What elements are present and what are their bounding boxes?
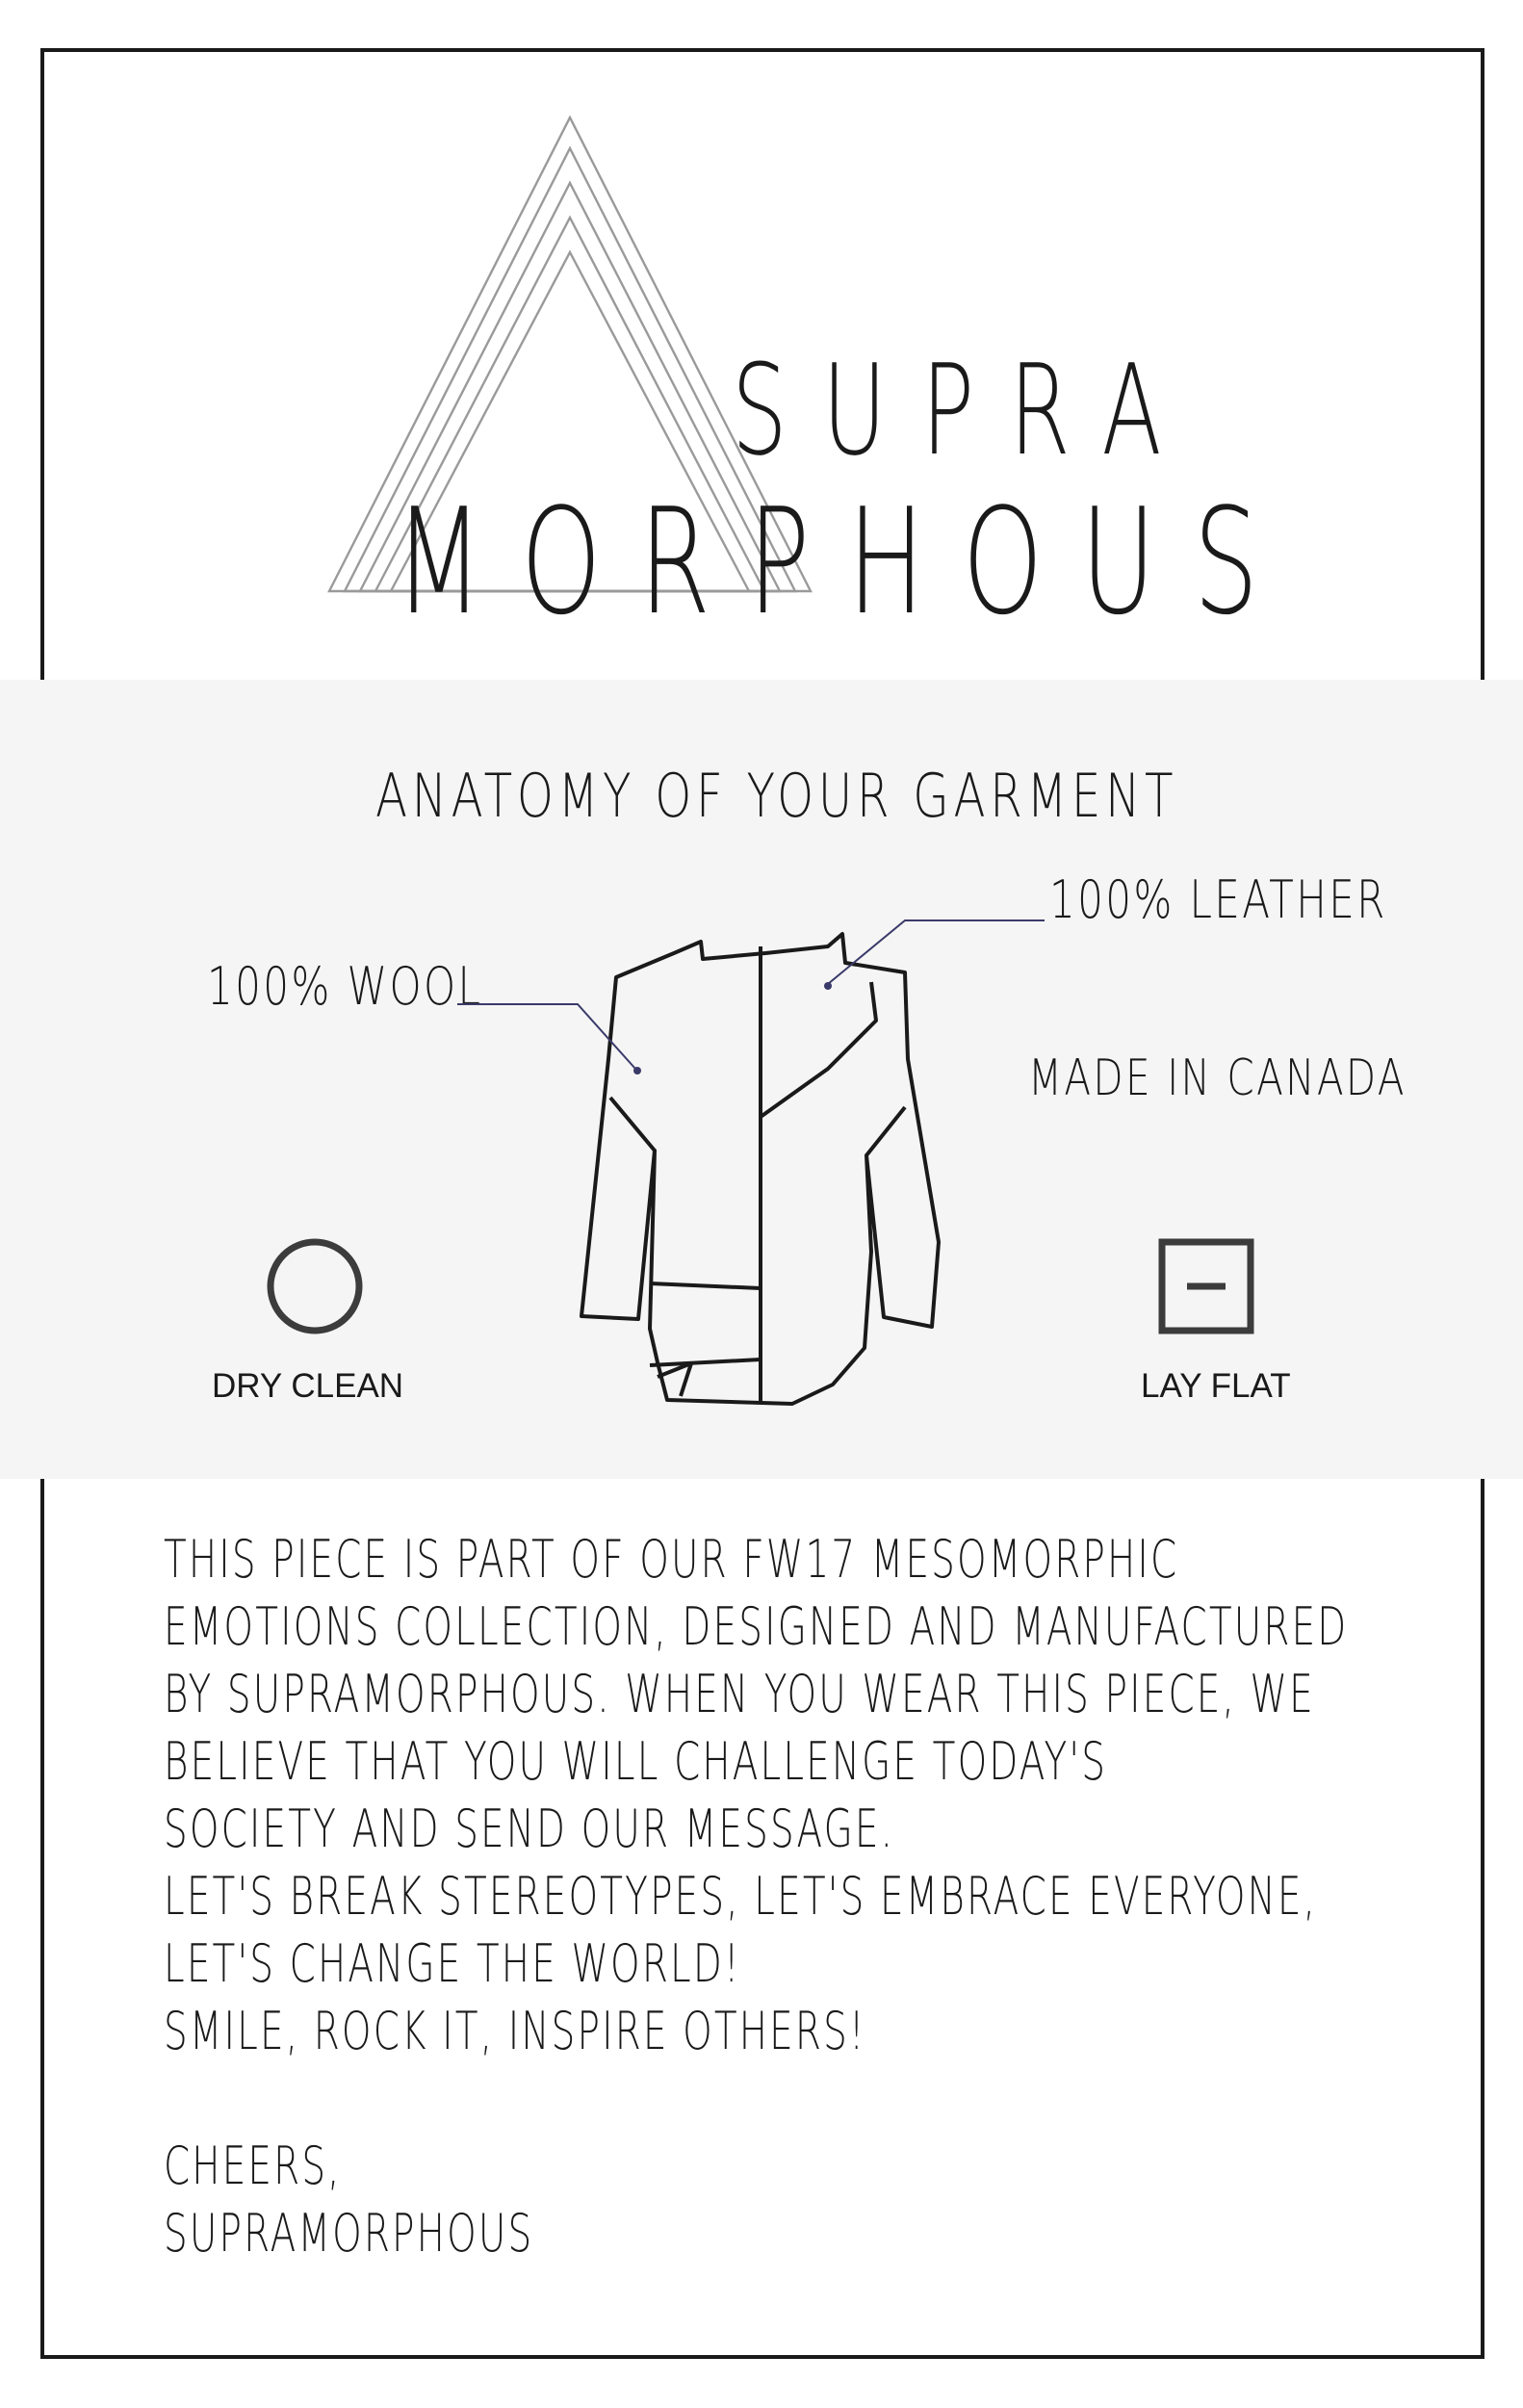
message-line: LET'S BREAK STEREOTYPES, LET'S EMBRACE EVERYONE, — [164, 1866, 1318, 1927]
label-wool: 100% WOOL — [207, 956, 483, 1017]
message-line: SOCIETY AND SEND OUR MESSAGE. — [164, 1799, 895, 1859]
anatomy-title: ANATOMY OF YOUR GARMENT — [375, 761, 1178, 831]
signoff — [164, 2133, 533, 2267]
message-line: THIS PIECE IS PART OF OUR FW17 MESOMORPHIC — [164, 1529, 1179, 1590]
closing-text: CHEERS, — [164, 2136, 342, 2196]
made-in-label: MADE IN CANADA — [1028, 1049, 1407, 1107]
message-line: BY SUPRAMORPHOUS. WHEN YOU WEAR THIS PIECE, WE — [164, 1664, 1315, 1724]
brand-name-line1: SUPRA — [732, 337, 1198, 483]
signature-text: SUPRAMORPHOUS — [164, 2203, 534, 2264]
dry-clean-label: DRY CLEAN — [212, 1367, 404, 1405]
lay-flat-label: LAY FLAT — [1141, 1367, 1291, 1405]
collection-message — [164, 1526, 1349, 2065]
brand-name-line2: MORPHOUS — [395, 477, 1297, 647]
message-line: SMILE, ROCK IT, INSPIRE OTHERS! — [164, 2001, 866, 2061]
circle-dry-clean-icon — [265, 1236, 365, 1336]
message-line: LET'S CHANGE THE WORLD! — [164, 1933, 741, 1994]
message-line: EMOTIONS COLLECTION, DESIGNED AND MANUFACTURED — [164, 1596, 1349, 1657]
square-lay-flat-icon — [1158, 1238, 1254, 1334]
label-leather: 100% LEATHER — [1049, 869, 1387, 930]
message-line: BELIEVE THAT YOU WILL CHALLENGE TODAY'S — [164, 1731, 1108, 1792]
